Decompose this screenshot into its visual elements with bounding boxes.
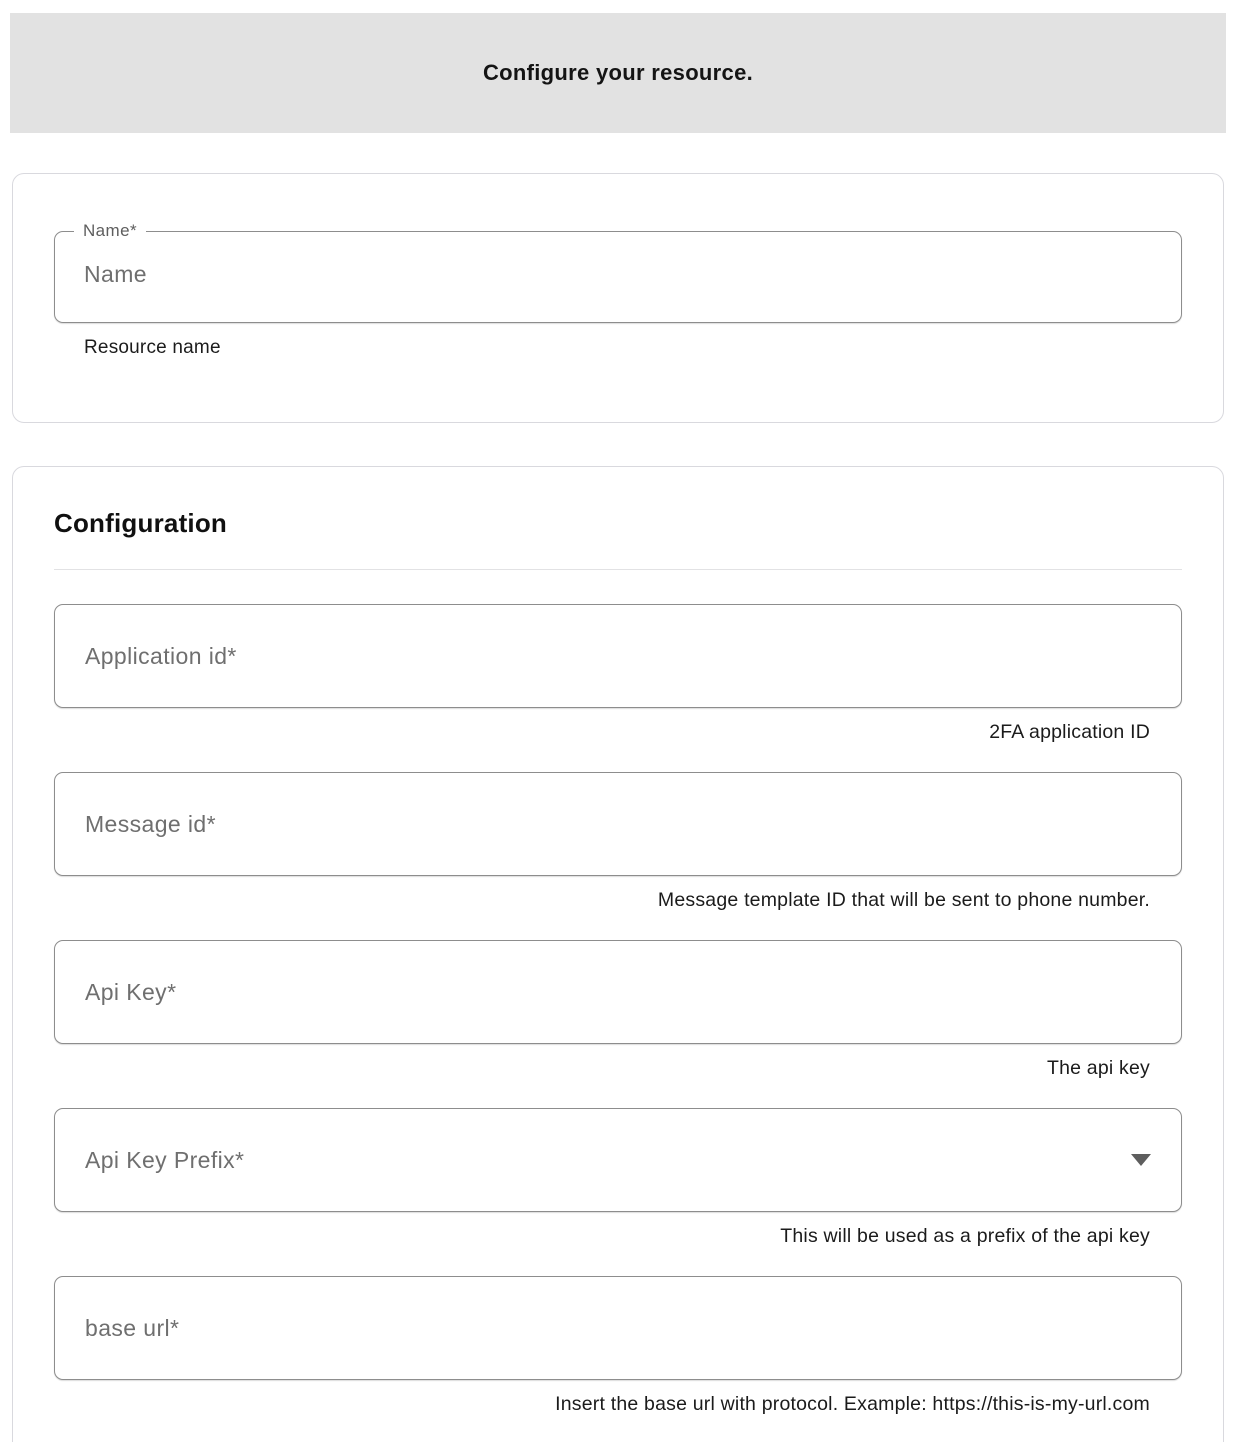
api-key-prefix-select[interactable] — [54, 1108, 1182, 1212]
field-api-key-prefix — [54, 1108, 1182, 1248]
name-helper-text: Resource name — [84, 337, 221, 358]
name-input[interactable] — [55, 245, 1181, 303]
application-id-input[interactable] — [54, 604, 1182, 708]
api-key-input[interactable] — [54, 940, 1182, 1044]
configure-resource-banner — [10, 13, 1226, 133]
message-id-input[interactable] — [54, 772, 1182, 876]
base-url-helper: Insert the base url with protocol. Example: https://this-is-my-url.com — [555, 1393, 1150, 1415]
configuration-section-title: Configuration — [54, 508, 228, 538]
field-base-url — [54, 1276, 1182, 1416]
dropdown-arrow-icon — [1131, 1154, 1151, 1166]
api-key-helper: The api key — [1046, 1057, 1150, 1079]
name-field-outline — [54, 221, 1182, 323]
application-id-helper: 2FA application ID — [989, 721, 1150, 743]
message-id-helper: Message template ID that will be sent to phone number. — [657, 889, 1150, 911]
name-field-label: Name* — [83, 221, 137, 240]
section-divider — [54, 569, 1182, 570]
configuration-card — [12, 466, 1224, 1442]
field-api-key — [54, 940, 1182, 1080]
base-url-input[interactable] — [54, 1276, 1182, 1380]
api-key-prefix-helper: This will be used as a prefix of the api key — [780, 1225, 1150, 1247]
field-application-id — [54, 604, 1182, 744]
name-card — [12, 173, 1224, 423]
api-key-prefix-placeholder: Api Key Prefix* — [85, 1146, 245, 1173]
banner-title: Configure your resource. — [482, 60, 754, 85]
field-message-id — [54, 772, 1182, 912]
